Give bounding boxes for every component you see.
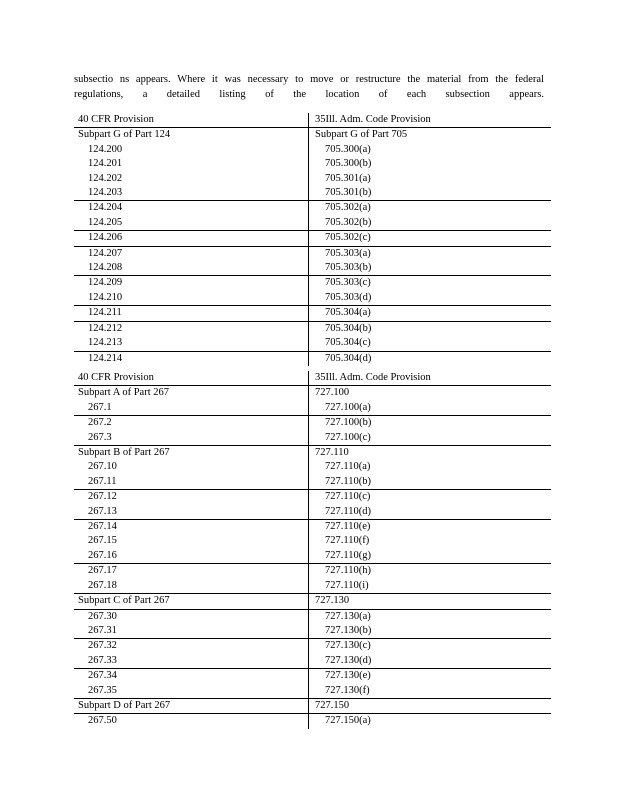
ill-adm-code-cell: [309, 564, 552, 579]
cfr-provision-text: 267.3: [88, 431, 112, 443]
cfr-provision-cell: [74, 401, 309, 416]
table-row: [74, 386, 551, 401]
ill-adm-code-cell: [309, 276, 552, 291]
table-row: [74, 201, 551, 216]
ill-adm-code-text: 727.130(e): [325, 670, 371, 682]
cfr-provision-cell: [74, 201, 309, 216]
cfr-provision-text: 267.50: [88, 715, 117, 727]
table-row: [74, 246, 551, 261]
ill-adm-code-text: 727.150: [315, 699, 350, 711]
cfr-provision-text: Subpart G of Part 124: [78, 129, 171, 141]
cfr-provision-text: Subpart A of Part 267: [78, 387, 169, 399]
ill-adm-code-cell: [309, 401, 552, 416]
cfr-provision-text: 124.200: [88, 143, 123, 155]
cfr-provision-text: 267.10: [88, 461, 117, 473]
cfr-provision-cell: [74, 446, 309, 461]
table-row: [74, 639, 551, 654]
cfr-provision-cell: [74, 639, 309, 654]
cfr-provision-cell: [74, 594, 309, 609]
ill-adm-code-text: 727.100(b): [325, 417, 372, 429]
cfr-provision-text: Subpart B of Part 267: [78, 447, 170, 459]
ill-adm-code-cell: [309, 669, 552, 684]
ill-adm-code-text: 727.130(c): [325, 640, 371, 652]
cfr-provision-cell: [74, 172, 309, 186]
cfr-provision-cell: [74, 351, 309, 366]
ill-adm-code-cell: [309, 186, 552, 201]
cfr-provision-cell: [74, 143, 309, 157]
table-row: [74, 698, 551, 713]
header-cfr-provision: 40 CFR Provision: [74, 113, 309, 128]
ill-adm-code-cell: [309, 549, 552, 564]
cfr-provision-cell: [74, 246, 309, 261]
cfr-provision-cell: [74, 261, 309, 276]
cfr-provision-text: 267.34: [88, 670, 117, 682]
ill-adm-code-text: 727.110(h): [325, 565, 371, 577]
cfr-provision-cell: [74, 624, 309, 639]
ill-adm-code-cell: [309, 654, 552, 669]
ill-adm-code-text: 705.304(d): [325, 352, 372, 364]
ill-adm-code-cell: [309, 460, 552, 474]
ill-adm-code-text: 705.300(a): [325, 143, 371, 155]
ill-adm-code-text: 705.303(a): [325, 247, 371, 259]
cfr-provision-text: 267.1: [88, 401, 112, 413]
table-header-row: [74, 371, 551, 386]
cfr-provision-cell: [74, 416, 309, 431]
ill-adm-code-text: 705.304(c): [325, 337, 371, 349]
intro-line-2: regulations, a detailed listing of the location of each subsection appears.: [74, 89, 544, 100]
table-row: [74, 431, 551, 446]
table-row: [74, 460, 551, 474]
ill-adm-code-cell: [309, 714, 552, 729]
ill-adm-code-cell: [309, 128, 552, 143]
cfr-provision-cell: [74, 128, 309, 143]
ill-adm-code-text: 727.110(g): [325, 549, 371, 561]
cfr-provision-text: 124.203: [88, 187, 123, 199]
table-row: [74, 624, 551, 639]
cfr-provision-text: 267.13: [88, 505, 117, 517]
cfr-provision-text: 124.214: [88, 352, 123, 364]
provision-table-part-267: [74, 371, 551, 729]
cfr-provision-cell: [74, 291, 309, 306]
cfr-provision-text: 124.206: [88, 232, 123, 244]
table-row: [74, 401, 551, 416]
header-ill-adm-code-provision: 35Ill. Adm. Code Provision: [309, 113, 552, 128]
cfr-provision-cell: [74, 231, 309, 246]
table-row: [74, 564, 551, 579]
table-row: [74, 475, 551, 490]
cfr-provision-text: 124.204: [88, 202, 123, 214]
ill-adm-code-cell: [309, 505, 552, 520]
table-row: [74, 446, 551, 461]
ill-adm-code-text: 727.110(c): [325, 491, 371, 503]
ill-adm-code-text: 705.304(b): [325, 322, 372, 334]
cfr-provision-cell: [74, 698, 309, 713]
ill-adm-code-cell: [309, 431, 552, 446]
cfr-provision-cell: [74, 157, 309, 171]
cfr-provision-cell: [74, 460, 309, 474]
table-row: [74, 186, 551, 201]
ill-adm-code-text: 705.303(d): [325, 291, 372, 303]
ill-adm-code-text: 705.301(a): [325, 172, 371, 184]
cfr-provision-text: 267.32: [88, 640, 117, 652]
ill-adm-code-cell: [309, 639, 552, 654]
table-row: [74, 594, 551, 609]
ill-adm-code-text: 727.100(a): [325, 401, 371, 413]
cfr-provision-cell: [74, 321, 309, 336]
table-row: [74, 714, 551, 729]
cfr-provision-text: Subpart D of Part 267: [78, 699, 171, 711]
ill-adm-code-cell: [309, 291, 552, 306]
table-row: [74, 351, 551, 366]
table-row: [74, 336, 551, 351]
ill-adm-code-cell: [309, 157, 552, 171]
ill-adm-code-text: 705.301(b): [325, 187, 372, 199]
cfr-provision-text: 267.30: [88, 610, 117, 622]
cfr-provision-cell: [74, 684, 309, 699]
cfr-provision-text: 267.15: [88, 535, 117, 547]
ill-adm-code-text: 727.130(d): [325, 654, 372, 666]
ill-adm-code-text: 727.110(f): [325, 535, 370, 547]
ill-adm-code-cell: [309, 446, 552, 461]
table-row: [74, 306, 551, 321]
ill-adm-code-cell: [309, 201, 552, 216]
ill-adm-code-cell: [309, 246, 552, 261]
ill-adm-code-text: 727.130(f): [325, 684, 370, 696]
cfr-provision-text: 124.202: [88, 172, 123, 184]
cfr-provision-cell: [74, 505, 309, 520]
ill-adm-code-text: 705.302(c): [325, 232, 371, 244]
table-row: [74, 505, 551, 520]
ill-adm-code-cell: [309, 579, 552, 594]
cfr-provision-text: 124.212: [88, 322, 123, 334]
table-row: [74, 231, 551, 246]
cfr-provision-cell: [74, 186, 309, 201]
cfr-provision-text: 124.208: [88, 262, 123, 274]
cfr-provision-cell: [74, 276, 309, 291]
ill-adm-code-text: 727.100: [315, 387, 350, 399]
cfr-provision-text: 124.211: [88, 307, 122, 319]
ill-adm-code-text: 727.130(a): [325, 610, 371, 622]
ill-adm-code-text: 705.300(b): [325, 158, 372, 170]
cfr-provision-cell: [74, 669, 309, 684]
table-row: [74, 128, 551, 143]
cfr-provision-text: 267.2: [88, 417, 112, 429]
cfr-provision-text: 267.18: [88, 579, 117, 591]
ill-adm-code-text: 727.110(e): [325, 521, 371, 533]
ill-adm-code-text: 705.304(a): [325, 307, 371, 319]
table-row: [74, 261, 551, 276]
ill-adm-code-text: 727.100(c): [325, 431, 371, 443]
table-row: [74, 684, 551, 699]
ill-adm-code-text: 727.130(b): [325, 624, 372, 636]
ill-adm-code-cell: [309, 490, 552, 505]
ill-adm-code-cell: [309, 624, 552, 639]
table-row: [74, 291, 551, 306]
ill-adm-code-cell: [309, 609, 552, 624]
ill-adm-code-cell: [309, 684, 552, 699]
intro-line-1: subsectio ns appears. Where it was necessary to move or restructure the material from the federal: [74, 74, 544, 85]
cfr-provision-text: Subpart C of Part 267: [78, 595, 170, 607]
ill-adm-code-cell: [309, 172, 552, 186]
ill-adm-code-cell: [309, 475, 552, 490]
table-row: [74, 143, 551, 157]
ill-adm-code-text: 705.302(b): [325, 216, 372, 228]
ill-adm-code-text: 727.130: [315, 595, 350, 607]
cfr-provision-text: 124.201: [88, 158, 123, 170]
table-row: [74, 669, 551, 684]
cfr-provision-text: 267.33: [88, 654, 117, 666]
table-row: [74, 520, 551, 535]
cfr-provision-text: 267.17: [88, 565, 117, 577]
ill-adm-code-text: 705.303(b): [325, 262, 372, 274]
ill-adm-code-cell: [309, 216, 552, 231]
table-row: [74, 549, 551, 564]
cfr-provision-cell: [74, 654, 309, 669]
cfr-provision-cell: [74, 534, 309, 548]
cfr-provision-text: 267.12: [88, 491, 117, 503]
cfr-provision-cell: [74, 216, 309, 231]
ill-adm-code-text: 727.110(b): [325, 475, 371, 487]
table-row: [74, 157, 551, 171]
table-header-row: [74, 113, 551, 128]
table-row: [74, 579, 551, 594]
cfr-provision-cell: [74, 609, 309, 624]
table-row: [74, 416, 551, 431]
table-row: [74, 534, 551, 548]
cfr-provision-text: 267.14: [88, 521, 117, 533]
table-row: [74, 609, 551, 624]
cfr-provision-cell: [74, 490, 309, 505]
ill-adm-code-cell: [309, 143, 552, 157]
header-cfr-provision: 40 CFR Provision: [74, 371, 309, 386]
provision-table-part-124: [74, 113, 551, 366]
cfr-provision-text: 124.213: [88, 337, 123, 349]
cfr-provision-cell: [74, 564, 309, 579]
ill-adm-code-cell: [309, 261, 552, 276]
cfr-provision-text: 124.205: [88, 216, 123, 228]
table-row: [74, 172, 551, 186]
ill-adm-code-cell: [309, 336, 552, 351]
ill-adm-code-cell: [309, 386, 552, 401]
table-row: [74, 276, 551, 291]
table-row: [74, 216, 551, 231]
cfr-provision-cell: [74, 714, 309, 729]
ill-adm-code-cell: [309, 351, 552, 366]
cfr-provision-text: 124.207: [88, 247, 123, 259]
cfr-provision-cell: [74, 475, 309, 490]
ill-adm-code-cell: [309, 306, 552, 321]
table-row: [74, 321, 551, 336]
ill-adm-code-text: Subpart G of Part 705: [315, 129, 408, 141]
ill-adm-code-cell: [309, 698, 552, 713]
cfr-provision-cell: [74, 520, 309, 535]
cfr-provision-cell: [74, 579, 309, 594]
cfr-provision-text: 267.31: [88, 624, 117, 636]
ill-adm-code-text: 727.150(a): [325, 715, 371, 727]
ill-adm-code-text: 727.110(a): [325, 461, 371, 473]
ill-adm-code-cell: [309, 520, 552, 535]
cfr-provision-cell: [74, 549, 309, 564]
cfr-provision-text: 124.209: [88, 277, 123, 289]
ill-adm-code-text: 727.110(d): [325, 505, 371, 517]
ill-adm-code-text: 727.110(i): [325, 579, 369, 591]
ill-adm-code-cell: [309, 231, 552, 246]
cfr-provision-cell: [74, 431, 309, 446]
cfr-provision-cell: [74, 386, 309, 401]
ill-adm-code-cell: [309, 416, 552, 431]
ill-adm-code-cell: [309, 321, 552, 336]
intro-paragraph: [74, 72, 544, 102]
cfr-provision-text: 124.210: [88, 291, 123, 303]
cfr-provision-text: 267.35: [88, 684, 117, 696]
cfr-provision-text: 267.16: [88, 549, 117, 561]
ill-adm-code-cell: [309, 594, 552, 609]
table-row: [74, 490, 551, 505]
cfr-provision-cell: [74, 336, 309, 351]
ill-adm-code-cell: [309, 534, 552, 548]
ill-adm-code-text: 727.110: [315, 447, 349, 459]
header-ill-adm-code-provision: 35Ill. Adm. Code Provision: [309, 371, 552, 386]
table-row: [74, 654, 551, 669]
cfr-provision-cell: [74, 306, 309, 321]
ill-adm-code-text: 705.303(c): [325, 277, 371, 289]
cfr-provision-text: 267.11: [88, 475, 117, 487]
ill-adm-code-text: 705.302(a): [325, 202, 371, 214]
